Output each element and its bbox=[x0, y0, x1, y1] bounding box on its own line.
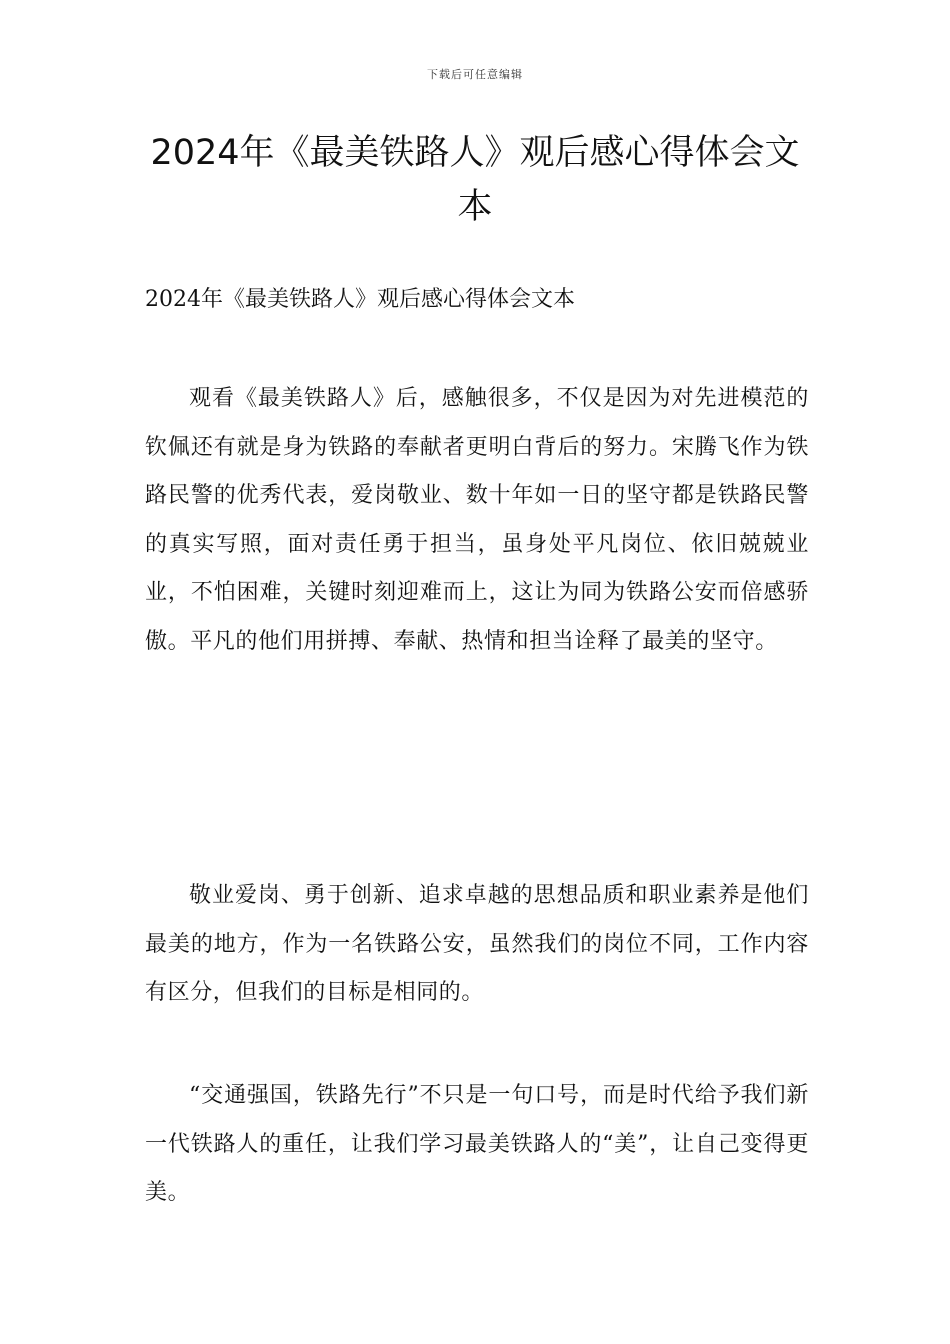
document-subtitle: 2024年《最美铁路人》观后感心得体会文本 bbox=[145, 287, 575, 312]
paragraph: “交通强国，铁路先行”不只是一句口号，而是时代给予我们新一代铁路人的重任，让我们学习最美铁路人的“美”，让自己变得更美。 bbox=[145, 1083, 809, 1205]
paragraph: 敬业爱岗、勇于创新、追求卓越的思想品质和职业素养是他们最美的地方，作为一名铁路公安，虽然我们的岗位不同，工作内容有区分，但我们的目标是相同的。 bbox=[145, 883, 809, 1005]
header-note: 下载后可任意编辑 bbox=[427, 68, 523, 81]
paragraph: 观看《最美铁路人》后，感触很多，不仅是因为对先进模范的钦佩还有就是身为铁路的奉献者更明白背后的努力。宋腾飞作为铁路民警的优秀代表，爱岗敬业、数十年如一日的坚守都是铁路民警的真实写照，面对责任勇于担当，虽身处平凡岗位、依旧兢兢业业，不怕困难，关键时刻迎难而上，这让为同为铁路公安而倍感骄傲。平凡的他们用拼搏、奉献、热情和担当诠释了最美的坚守。 bbox=[145, 386, 809, 654]
document-title: 2024年《最美铁路人》观后感心得体会文本 bbox=[150, 133, 800, 227]
